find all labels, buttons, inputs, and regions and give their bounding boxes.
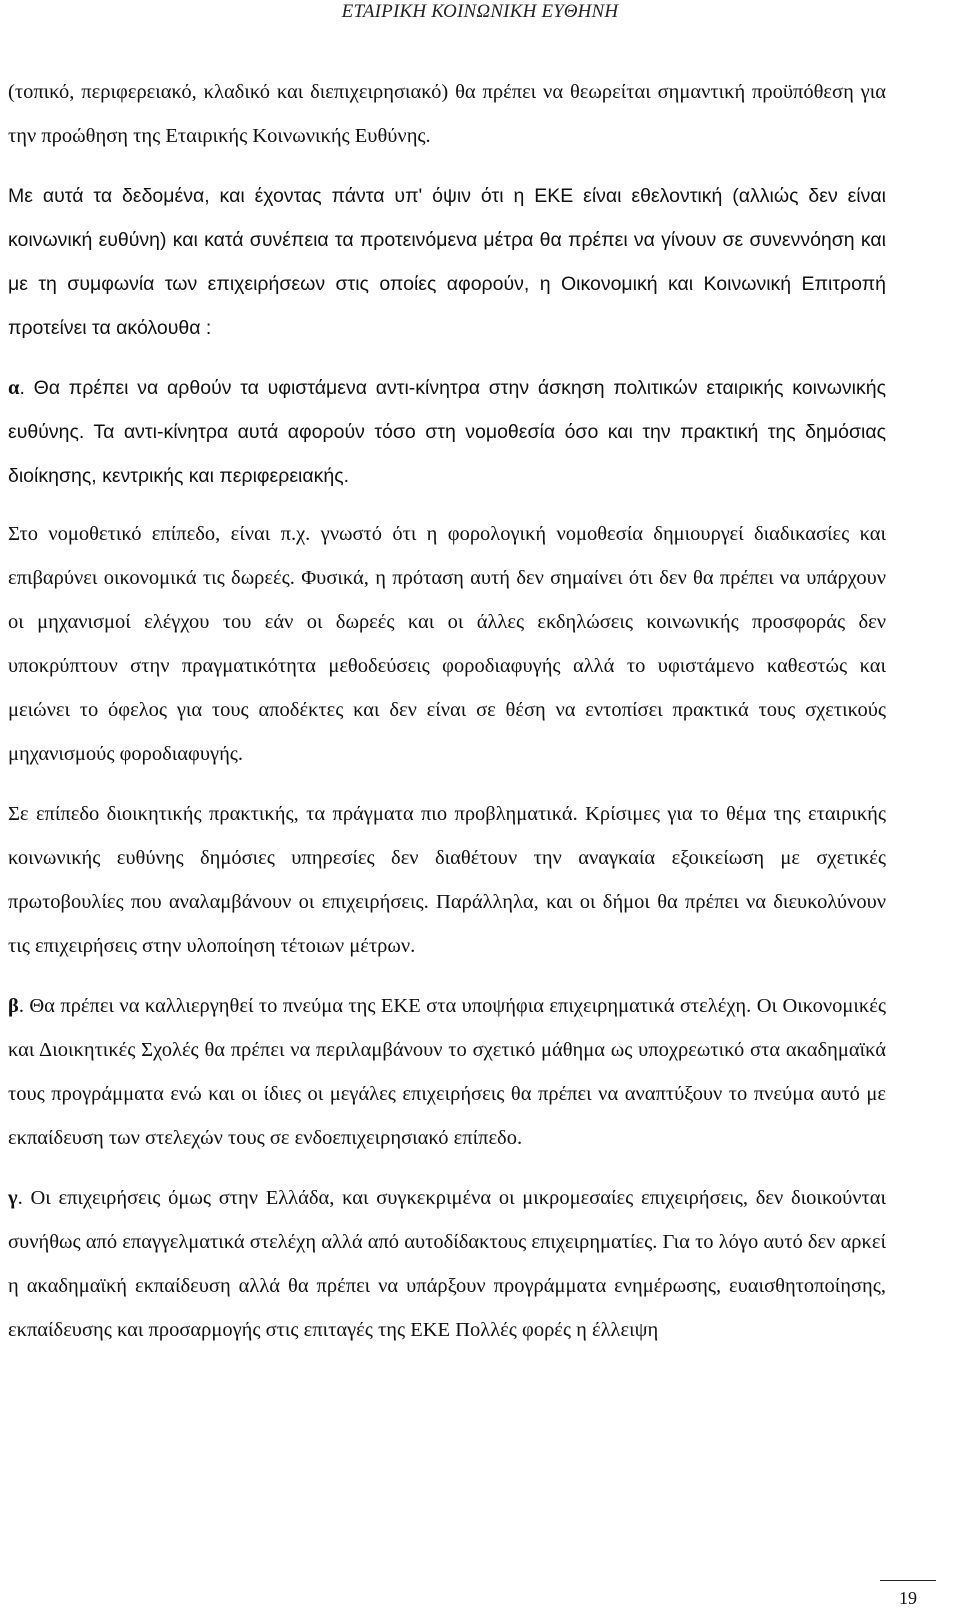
paragraph-legislation-lead: Στο νομοθετικό επίπεδο, είναι π.χ. γνωστό ότι η φορολογική νομοθεσία δημιουργεί διαδικασίες και επιβαρύνει οικονομικά τις δωρεές. bbox=[8, 523, 886, 589]
list-marker-gamma: γ bbox=[8, 1187, 18, 1209]
paragraph-gamma bbox=[8, 1176, 886, 1352]
paragraph-alpha-rest: Τα αντι-κίνητρα αυτά αφορούν τόσο στη νομοθεσία όσο και την πρακτική της δημόσιας διοίκησης, κεντρικής και περιφερειακής. bbox=[8, 421, 886, 487]
paragraph-1: (τοπικό, περιφερειακό, κλαδικό και διεπιχειρησιακό) θα πρέπει να θεωρείται σημαντική προϋπόθεση για την προώθηση της Εταιρικής Κοινωνικής Ευθύνης. bbox=[8, 81, 886, 147]
running-header: ΕΤΑΙΡΙΚΗ ΚΟΙΝΩΝΙΚΗ ΕΥΘΗΝΗ bbox=[341, 1, 619, 22]
paragraph-gamma-text: . Οι επιχειρήσεις όμως στην Ελλάδα, και συγκεκριμένα οι μικρομεσαίες επιχειρήσεις, δεν διοικούνται συνήθως από επαγγελματικά στελέχη αλλά από αυτοδίδακτους επιχειρηματίες. Για το λόγο αυτό δεν αρκεί η ακαδημαϊκή εκπαίδευση αλλά θα πρέπει να υπάρξουν προγράμματα ενημέρωσης, ευαισθητοποίησης, εκπαίδευσης και προσαρμογής στις επιταγές της ΕΚΕ Πολλές φορές η έλλειψη bbox=[8, 1187, 886, 1341]
list-marker-alpha: α bbox=[8, 377, 20, 399]
paragraph-beta bbox=[8, 984, 886, 1160]
paragraph-beta-text: . Θα πρέπει να καλλιεργηθεί το πνεύμα της ΕΚΕ στα υποψήφια επιχειρηματικά στελέχη. Οι Οικονομικές και Διοικητικές Σχολές θα πρέπει να περιλαμβάνουν το σχετικό μάθημα ως υποχρεωτικό στα ακαδημαϊκά τους προγράμματα ενώ και οι ίδιες οι μεγάλες επιχειρήσεις θα πρέπει να αναπτύξουν το πνεύμα αυτό με εκπαίδευση των στελεχών τους σε ενδοεπιχειρησιακό επίπεδο. bbox=[8, 995, 886, 1149]
paragraph-alpha-lead: . Θα πρέπει να αρθούν τα υφιστάμενα αντι-κίνητρα στην άσκηση πολιτικών εταιρικής κοινωνικής ευθύνης. bbox=[8, 377, 886, 443]
page-number: 19 bbox=[899, 1588, 917, 1608]
paragraph-administration: Σε επίπεδο διοικητικής πρακτικής, τα πράγματα πιο προβληματικά. Κρίσιμες για το θέμα της εταιρικής κοινωνικής ευθύνης δημόσιες υπηρεσίες δεν διαθέτουν την αναγκαία εξοικείωση με σχετικές πρωτοβουλίες που αναλαμβάνουν οι επιχειρήσεις. Παράλληλα, και οι δήμοι θα πρέπει να διευκολύνουν τις επιχειρήσεις στην υλοποίηση τέτοιων μέτρων. bbox=[8, 803, 886, 957]
list-marker-beta: β bbox=[8, 995, 19, 1017]
paragraph-legislation bbox=[8, 512, 886, 776]
paragraph-2: Με αυτά τα δεδομένα, και έχοντας πάντα υπ' όψιν ότι η ΕΚΕ είναι εθελοντική (αλλιώς δεν είναι κοινωνική ευθύνη) και κατά συνέπεια τα προτεινόμενα μέτρα θα πρέπει να γίνουν σε συνεννόηση και με τη συμφωνία των επιχειρήσεων στις οποίες αφορούν, η Οικονομική και Κοινωνική Επιτροπή προτείνει τα ακόλουθα : bbox=[8, 185, 886, 339]
paragraph-legislation-rest: Φυσικά, η πρόταση αυτή δεν σημαίνει ότι δεν θα πρέπει να υπάρχουν οι μηχανισμοί ελέγχου του εάν οι δωρεές και οι άλλες εκδηλώσεις κοινωνικής προσφοράς δεν υποκρύπτουν στην πραγματικότητα μεθοδεύσεις φοροδιαφυγής αλλά το υφιστάμενο καθεστώς και μειώνει το όφελος για τους αποδέκτες και δεν είναι σε θέση να εντοπίσει πρακτικά τους σχετικούς μηχανισμούς φοροδιαφυγής. bbox=[8, 567, 887, 765]
page-number-rule bbox=[880, 1580, 936, 1581]
document-body bbox=[8, 70, 886, 1368]
paragraph-alpha bbox=[8, 366, 886, 498]
